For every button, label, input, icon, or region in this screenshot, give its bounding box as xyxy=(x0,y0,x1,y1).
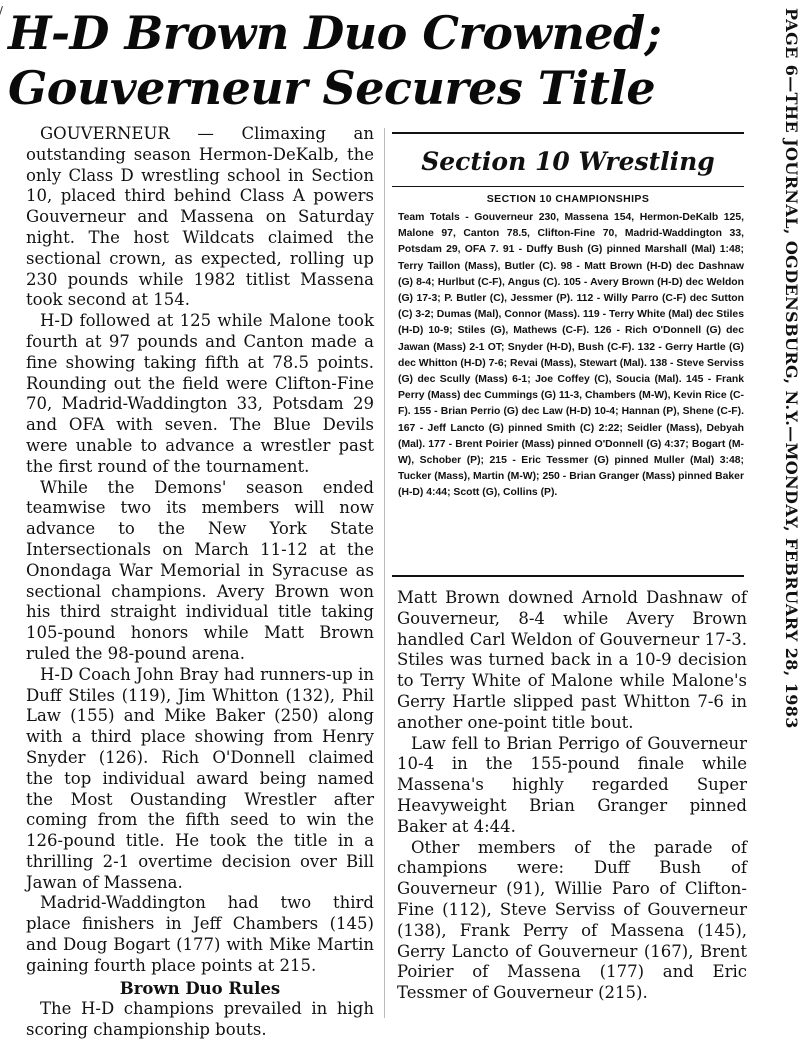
article-left-column xyxy=(26,124,374,1041)
results-box-title-rule xyxy=(392,186,744,187)
article-paragraph: GOUVERNEUR — Climaxing an outstanding season Hermon-DeKalb, the only Class D wrestling school in Section 10, placed third behind Class A powers Gouverneur and Massena on Saturday night. The host Wildcats claimed the sectional crown, as expected, rolling up 230 pounds while 1982 titlist Massena took second at 154. xyxy=(26,124,374,310)
article-paragraph: Matt Brown downed Arnold Dashnaw of Gouverneur, 8-4 while Avery Brown handled Carl Weldon of Gouverneur 17-3. Stiles was turned back in a 10-9 decision to Terry White of Malone while Malone's Gerry Hartle slipped past Whitton 7-6 in another one-point title bout. xyxy=(397,588,747,732)
results-box-text: Team Totals - Gouverneur 230, Massena 154, Hermon-DeKalb 125, Malone 97, Canton 78.5, Clifton-Fine 70, Madrid-Waddington 33, Potsdam 29, OFA 7. 91 - Duffy Bush (G) pinned Marshall (Mal) 1:48; Terry Taillon (Mass), Butler (C). 98 - Matt Brown (H-D) dec Dashnaw (G) 8-4; Hurlbut (C-F), Angus (C). 105 - Avery Brown (H-D) dec Weldon (G) 17-3; P. Butler (C), Jessmer (P). 112 - Willy Parro (C-F) dec Sutton (C) 3-2; Dumas (Mal), Connor (Mass). 119 - Terry White (Mal) dec Stiles (H-D) 10-9; Stiles (G), Mathews (C-F). 126 - Rich O'Donnell (G) dec Jawan (Mass) 2-1 OT; Snyder (H-D), Bush (C-F). 132 - Gerry Hartle (G) dec Whitton (H-D) 7-6; Revai (Mass), Stewart (Mal). 138 - Steve Serviss (G) dec Scully (Mass) 6-1; Joe Coffey (C), Soucia (Mal). 145 - Frank Perry (Mass) dec Cummings (G) 11-3, Chambers (M-W), Kevin Rice (C-F). 155 - Brian Perrio (G) dec Law (H-D) 10-4; Hannan (P), Shene (C-F). 167 - Jeff Lancto (G) pinned Smith (C) 2:22; Seidler (Mass), Debyah (Mal). 177 - Brent Poirier (Mass) pinned O'Donnell (G) 4:37; Bogart (M-W), Schober (P); 215 - Eric Tessmer (G) pinned Muller (Mal) 3:48; Tucker (Mass), Martin (M-W); 250 - Brian Granger (Mass) pinned Baker (H-D) 4:44; Scott (G), Collins (P). xyxy=(398,212,744,499)
results-box-heading: SECTION 10 CHAMPIONSHIPS xyxy=(486,193,650,205)
headline-line-1: H-D Brown Duo Crowned; xyxy=(8,6,662,60)
article-paragraph: Madrid-Waddington had two third place finishers in Jeff Chambers (145) and Doug Bogart (177) with Mike Martin gaining fourth place points at 215. xyxy=(26,893,374,975)
article-paragraph: H-D Coach John Bray had runners-up in Duff Stiles (119), Jim Whitton (132), Phil Law (155) and Mike Baker (250) along with a third place showing from Henry Snyder (126). Rich O'Donnell claimed the top individual award being named the Most Oustanding Wrestler after coming from the fifth seed to win the 126-pound title. He took the title in a thrilling 2-1 overtime decision over Bill Jawan of Massena. xyxy=(26,664,374,892)
article-subhead: Brown Duo Rules xyxy=(119,978,281,998)
headline xyxy=(8,6,753,116)
column-divider xyxy=(384,128,385,1018)
article-paragraph: Law fell to Brian Perrigo of Gouverneur 10-4 in the 155-pound finale while Massena's highly regarded Super Heavyweight Brian Granger pinned Baker at 4:44. xyxy=(397,733,747,836)
article-paragraph: The H-D champions prevailed in high scoring championship bouts. xyxy=(26,999,374,1040)
results-box-top-rule xyxy=(392,132,744,134)
article-paragraph: H-D followed at 125 while Malone took fourth at 97 pounds and Canton made a fine showing taking fifth at 78.5 points. Rounding out the field were Clifton-Fine 70, Madrid-Waddington 33, Potsdam 29 and OFA with seven. The Blue Devils were unable to advance a wrestler past the first round of the tournament. xyxy=(26,311,374,476)
article-right-column xyxy=(397,588,747,1004)
article-paragraph: Other members of the parade of champions were: Duff Bush of Gouverneur (91), Willie Paro of Clifton-Fine (112), Steve Serviss of Gouverneur (138), Frank Perry of Massena (145), Gerry Lancto of Gouverneur (167), Brent Poirier of Massena (177) and Eric Tessmer of Gouverneur (215). xyxy=(397,837,747,1003)
page-dateline: PAGE 6—THE JOURNAL, OGDENSBURG, N.Y.—MONDAY, FEBRUARY 28, 1983 xyxy=(782,8,801,729)
results-box-bottom-rule xyxy=(392,575,744,577)
page-edge-mark xyxy=(0,6,3,54)
article-paragraph: While the Demons' season ended teamwise two its members will now advance to the New York State Intersectionals on March 11-12 at the Onondaga War Memorial in Syracuse as sectional champions. Avery Brown won his third straight individual title taking 105-pound honors while Matt Brown ruled the 98-pound arena. xyxy=(26,477,374,663)
page-dateline-strip xyxy=(758,8,802,1008)
headline-line-2: Gouverneur Secures Title xyxy=(8,61,656,115)
results-box-title: Section 10 Wrestling xyxy=(421,147,715,176)
